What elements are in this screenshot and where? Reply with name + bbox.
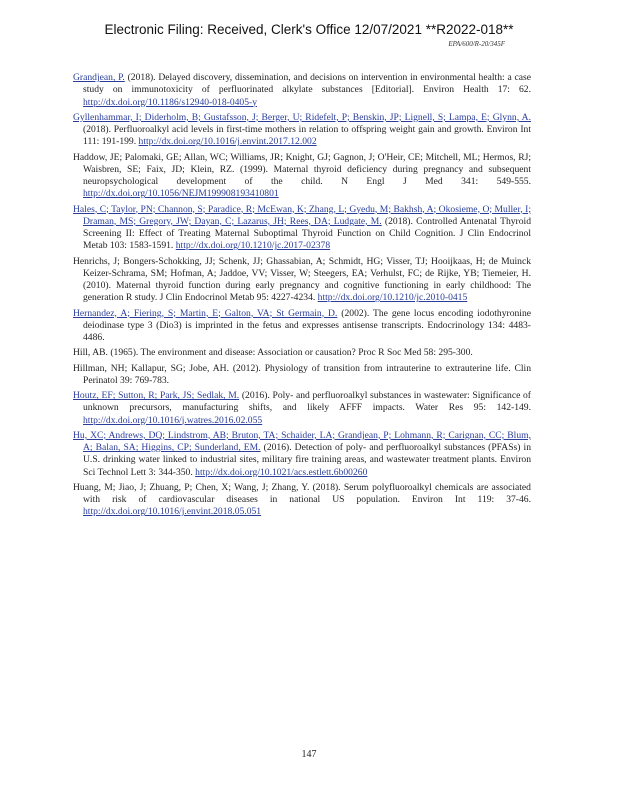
reference-entry: [73, 152, 531, 201]
reference-text: (2018). Perfluoroalkyl acid levels in first-time mothers in relation to offspring weight gain and growth. Environ Int 111: 191-199.: [83, 124, 531, 148]
page-number: 147: [301, 749, 317, 760]
reference-entry: [73, 482, 531, 519]
reference-entry: [73, 256, 531, 305]
reference-text: (1999). Maternal thyroid deficiency during pregnancy and subsequent neuropsychological development of the child. N Engl J Med 341: 549-555.: [83, 163, 531, 187]
reference-entry: [73, 112, 531, 149]
reference-entry: [73, 204, 531, 253]
reference-authors[interactable]: Hales, C; Taylor, PN; Channon, S; Paradice, R; McEwan, K; Zhang, L; Gyedu, M; Bakhsh, A; Okosieme, O; Muller, I; Draman, MS; Gregory, JW; Dayan, C; Lazarus, JH; Rees, DA; Ludgate, M.: [73, 203, 531, 227]
reference-text: (2016). Poly- and perfluoroalkyl substances in wastewater: Significance of unknown precursors, manufacturing shifts, and likely AFFF impacts. Water Res 95: 142-149.: [83, 390, 532, 414]
reference-authors[interactable]: Gyllenhammar, I; Diderholm, B; Gustafsson, J; Berger, U; Ridefelt, P; Benskin, JP; Lignell, S; Lampa, E; Glynn, A.: [73, 111, 531, 123]
reference-text: (2018). Controlled Antenatal Thyroid Screening II: Effect of Treating Maternal Suboptimal Thyroid Function on Child Cognition. J Clin Endocrinol Metab 103: 1583-1591.: [83, 215, 531, 252]
reference-entry: [73, 347, 531, 359]
reference-link[interactable]: http://dx.doi.org/10.1186/s12940-018-0405-y: [83, 96, 258, 108]
reference-authors[interactable]: Hernandez, A; Fiering, S; Martin, E; Galton, VA; St Germain, D.: [73, 307, 338, 319]
reference-link[interactable]: http://dx.doi.org/10.1056/NEJM199908193410801: [83, 188, 279, 200]
reference-text: (2016). Detection of poly- and perfluoroalkyl substances (PFASs) in U.S. drinking water linked to industrial sites, military fire training areas, and wastewater treatment plants. Environ Sci Technol Lett 3: 344-350.: [83, 442, 531, 478]
document-id: EPA/600/R-20/345F: [448, 40, 505, 48]
reference-authors: Hillman, NH; Kallapur, SG; Jobe, AH.: [73, 362, 229, 374]
reference-authors[interactable]: Houtz, EF; Sutton, R; Park, JS; Sedlak, M.: [73, 390, 240, 401]
reference-authors: Huang, M; Jiao, J; Zhuang, P; Chen, X; Wang, J; Zhang, Y.: [73, 481, 310, 493]
filing-header: Electronic Filing: Received, Clerk's Office 12/07/2021 **R2022-018**: [104, 22, 514, 37]
reference-entry: [73, 363, 531, 388]
reference-entry: [73, 308, 531, 345]
reference-text: (2002). The gene locus encoding iodothyronine deiodinase type 3 (Dio3) is imprinted in the fetus and expresses antisense transcripts. Endocrinology 134: 4483-4486.: [83, 307, 532, 343]
reference-authors: Haddow, JE; Palomaki, GE; Allan, WC; Williams, JR; Knight, GJ; Gagnon, J; O'Heir, CE; Mitchell, ML; Hermos, RJ; Waisbren, SE; Faix, JD; Klein, RZ.: [73, 151, 531, 175]
reference-text: (1965). The environment and disease: Association or causation? Proc R Soc Med 58: 295-300.: [110, 347, 473, 359]
reference-text: (2012). Physiology of transition from intrauterine to extrauterine life. Clin Perinatol 39: 769-783.: [83, 362, 531, 386]
reference-link[interactable]: http://dx.doi.org/10.1016/j.envint.2017.12.002: [138, 136, 317, 148]
reference-authors[interactable]: Grandjean, P.: [73, 72, 125, 83]
reference-authors: Henrichs, J; Bongers-Schokking, JJ; Schenk, JJ; Ghassabian, A; Schmidt, HG; Visser, TJ; Hooijkaas, H; de Muinck Keizer-Schrama, SM; Hofman, A; Jaddoe, VV; Visser, W; Steegers, EA; Verhulst, FC; de Rijke, YB; Tiemeier, H.: [73, 255, 531, 279]
reference-authors[interactable]: Hu, XC; Andrews, DQ; Lindstrom, AB; Bruton, TA; Schaider, LA; Grandjean, P; Lohmann, R; Carignan, CC; Blum, A; Balan, SA; Higgins, CP; Sunderland, EM.: [73, 429, 531, 453]
reference-link[interactable]: http://dx.doi.org/10.1016/j.watres.2016.02.055: [83, 414, 263, 426]
reference-link[interactable]: http://dx.doi.org/10.1016/j.envint.2018.05.051: [83, 506, 262, 518]
reference-text: (2018). Serum polyfluoroalkyl chemicals are associated with risk of cardiovascular diseases in national US population. Environ Int 119: 37-46.: [83, 481, 531, 505]
reference-entry: [73, 72, 531, 109]
reference-entry: [73, 390, 531, 427]
reference-link[interactable]: http://dx.doi.org/10.1021/acs.estlett.6b00260: [195, 466, 368, 478]
reference-authors: Hill, AB.: [73, 347, 108, 359]
reference-list: [73, 72, 531, 522]
reference-entry: [73, 430, 531, 479]
reference-link[interactable]: http://dx.doi.org/10.1210/jc.2017-02378: [175, 240, 331, 252]
reference-text: (2018). Delayed discovery, dissemination, and decisions on intervention in environmental health: a case study on immunotoxicity of perfluorinated alkylate substances [Editorial]. Environ Health 17: 62.: [83, 72, 531, 96]
reference-link[interactable]: http://dx.doi.org/10.1210/jc.2010-0415: [317, 292, 468, 304]
reference-text: (2010). Maternal thyroid function during early pregnancy and cognitive functioning in early childhood: The generation R study. J Clin Endocrinol Metab 95: 4227-4234.: [83, 280, 531, 304]
